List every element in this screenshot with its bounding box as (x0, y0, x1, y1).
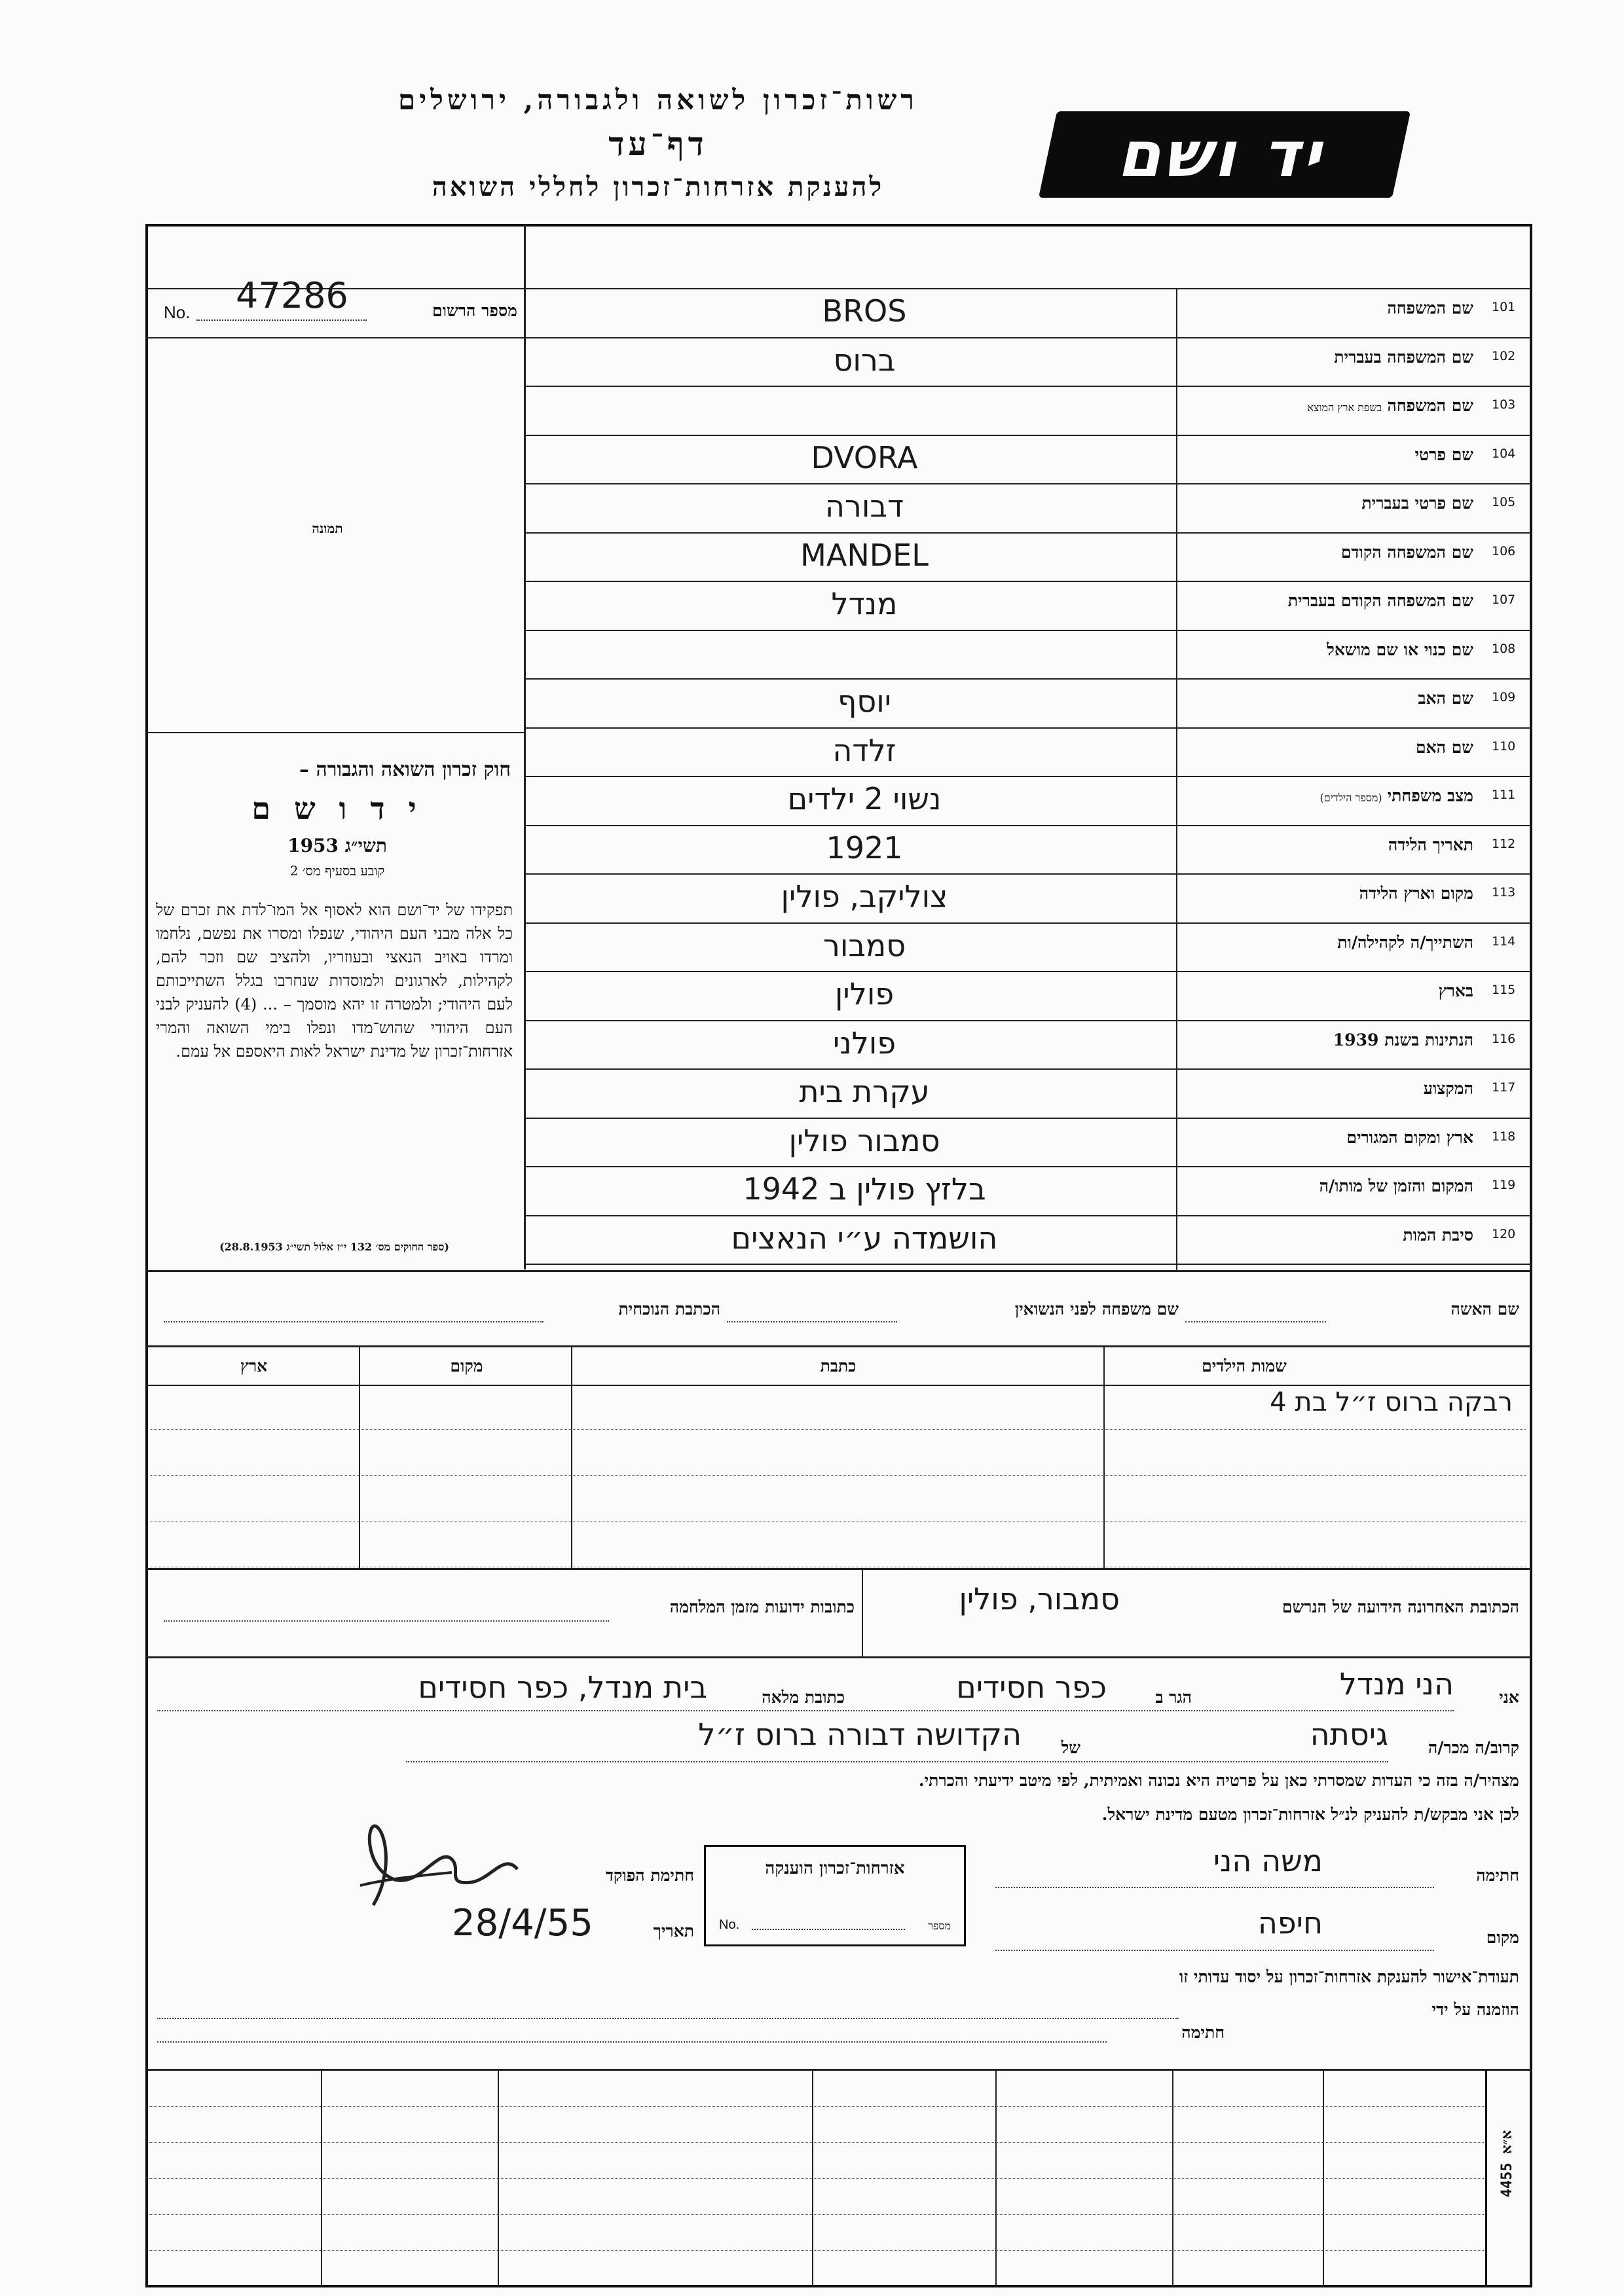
field-value: זלדה (832, 732, 896, 768)
witness-full-address-label: כתובת מלאה (762, 1688, 845, 1707)
witness-ani-label: אני (1499, 1688, 1519, 1707)
wartime-address-label: כתובות ידועות מזמן המלחמה (669, 1597, 855, 1616)
field-label-text: שם פרטי (1414, 445, 1473, 464)
photo-label: תמונה (312, 520, 343, 536)
field-label (1185, 884, 1473, 903)
witness-signature: משה הני (1213, 1843, 1323, 1878)
field-label (1185, 1128, 1473, 1148)
spouse-address-label: הכתבת הנוכחית (618, 1300, 720, 1319)
field-value: עקרת בית (799, 1074, 930, 1109)
stamp-box-no-label: No. (719, 1918, 740, 1932)
stamp-box-title: אזרחות־זכרון הוענקה (765, 1859, 905, 1878)
witness-resides-label: הגר ב (1155, 1688, 1192, 1707)
field-number: 103 (1492, 397, 1516, 412)
field-number: 105 (1492, 495, 1516, 509)
field-label-text: מקום וארץ הלידה (1359, 884, 1473, 903)
field-number: 108 (1492, 641, 1516, 656)
spouse-label: שם האשה (1450, 1300, 1519, 1319)
stamp-box-number-label: מספר (928, 1920, 951, 1932)
field-label-text: השתייך/ה לקהילה/ות (1337, 932, 1473, 952)
field-value: MANDEL (800, 537, 929, 573)
witness-request: לכן אני מבקש/ת להעניק לנ״ל אזרחות־זכרון מטעם מדינת ישראל. (1101, 1805, 1519, 1824)
field-number: 117 (1492, 1080, 1516, 1095)
field-number: 109 (1492, 690, 1516, 704)
child-cell: רבקה ברוס ז״ל בת 4 (1270, 1387, 1513, 1417)
law-year: תשי״ג 1953 (287, 835, 387, 856)
law-citation: (ספר החוקים מס׳ 132 י״ז אלול תשי״ג 28.8.1953) (219, 1241, 449, 1253)
witness-full-address: בית מנדל, כפר חסידים (418, 1669, 707, 1705)
logo-text: יד ושם (1113, 118, 1336, 191)
field-label (1185, 1176, 1473, 1196)
field-value: פולני (832, 1025, 896, 1061)
field-number: 107 (1492, 592, 1516, 607)
field-value: צוליקב, פולין (781, 879, 948, 914)
field-number: 116 (1492, 1031, 1516, 1046)
field-label-note: (מספר הילדים) (1320, 792, 1382, 804)
field-label (1185, 786, 1473, 806)
field-label (1185, 835, 1473, 855)
witness-residence: כפר חסידים (956, 1669, 1107, 1705)
certificate-line2: הוזמנה על ידי (1431, 2000, 1519, 2019)
witness-of-label: של (1061, 1738, 1080, 1757)
registration-no-label: No. (164, 302, 191, 322)
field-label (1185, 543, 1473, 562)
law-title: חוק זכרון השואה והגבורה – (299, 758, 511, 781)
field-label (1185, 1079, 1473, 1099)
field-number: 115 (1492, 983, 1516, 997)
field-label (1185, 299, 1473, 318)
field-number: 104 (1492, 446, 1516, 461)
field-label-text: תאריך הלידה (1388, 835, 1473, 854)
law-name: י ד ו ש ם (251, 791, 423, 826)
field-label-text: שם האב (1418, 689, 1473, 708)
children-header-place: מקום (450, 1357, 483, 1376)
field-value: נשוי 2 ילדים (787, 781, 942, 816)
field-label (1185, 396, 1473, 416)
children-header-address: כתבת (820, 1357, 857, 1376)
field-label (1185, 445, 1473, 465)
authority-title: רשות־זכרון לשואה ולגבורה, ירושלים (398, 84, 918, 116)
field-label (1185, 348, 1473, 367)
certificate-signature-label: חתימה (1181, 2023, 1225, 2042)
certificate-line1: תעודת־אישור להענקת אזרחות־זכרון על יסוד עדותי זו (1179, 1967, 1519, 1986)
field-value: 1921 (826, 829, 903, 866)
field-value: BROS (822, 293, 907, 329)
field-value: סמבור (822, 927, 906, 963)
official-date-label: תאריך (653, 1922, 694, 1941)
citizenship-stamp-box (704, 1845, 966, 1946)
form-subtitle: להענקת אזרחות־זכרון לחללי השואה (432, 172, 885, 202)
field-value: דבורה (824, 488, 904, 524)
field-number: 110 (1492, 738, 1516, 754)
field-label-text: סיבת המות (1403, 1225, 1473, 1245)
side-code-strip (1485, 2070, 1530, 2285)
field-label (1185, 981, 1473, 1001)
official-signature-label: חתימת הפוקד (605, 1866, 694, 1885)
field-label-text: הנתינות בשנת 1939 (1333, 1030, 1473, 1049)
field-label-text: ארץ ומקום המגורים (1346, 1127, 1473, 1147)
field-label-text: שם האם (1415, 737, 1473, 757)
field-value: DVORA (811, 439, 918, 475)
witness-relation-label: קרוב/ה מכר/ה (1428, 1738, 1519, 1757)
field-label (1185, 738, 1473, 757)
field-label-text: המקום והזמן של מותו/ה (1319, 1176, 1473, 1195)
field-label (1185, 1226, 1473, 1245)
field-value: בלזץ פולין ב 1942 (743, 1171, 986, 1207)
field-number: 102 (1492, 348, 1516, 363)
last-address-label: הכתובת האחרונה הידועה של הנרשם (1282, 1597, 1519, 1616)
field-number: 114 (1492, 934, 1516, 949)
field-label (1185, 1030, 1473, 1050)
witness-deceased: הקדושה דבורה ברוס ז״ל (698, 1717, 1022, 1752)
field-number: 118 (1492, 1129, 1516, 1144)
field-number: 119 (1492, 1178, 1516, 1192)
official-date: 28/4/55 (452, 1902, 593, 1944)
registration-number: 47286 (236, 275, 348, 316)
field-label-text: שם המשפחה (1387, 396, 1473, 415)
yad-vashem-logo (1039, 111, 1411, 198)
field-number: 101 (1492, 300, 1516, 314)
registration-dots (196, 319, 367, 321)
field-label-text: שם המשפחה הקודם (1340, 542, 1473, 562)
side-code: א״א 4455 (1499, 2130, 1515, 2198)
spouse-maiden-label: שם משפחה לפני הנשואין (1014, 1300, 1179, 1319)
field-label (1185, 494, 1473, 513)
witness-name: הני מנדל (1339, 1666, 1454, 1702)
field-label-text: מצב משפחתי (1387, 786, 1473, 805)
field-label-text: המקצוע (1423, 1079, 1473, 1098)
field-label (1185, 591, 1473, 611)
field-value: ברוס (833, 342, 896, 378)
field-label-note: בשפת ארץ המוצא (1307, 401, 1382, 414)
field-value: פולין (834, 976, 895, 1011)
field-label (1185, 933, 1473, 953)
field-label (1185, 689, 1473, 708)
field-label-text: שם המשפחה בעברית (1334, 347, 1473, 367)
witness-signature-label: חתימה (1476, 1866, 1519, 1885)
field-label-text: שם פרטי בעברית (1361, 494, 1473, 513)
field-number: 112 (1492, 836, 1516, 851)
children-header-names: שמות הילדים (1202, 1357, 1287, 1376)
field-number: 111 (1492, 788, 1516, 802)
field-value: סמבור פולין (788, 1122, 940, 1158)
field-value: הושמדה ע״י הנאצים (731, 1220, 998, 1256)
field-value: מנדל (831, 586, 898, 621)
field-number: 113 (1492, 885, 1516, 900)
law-text: תפקידו של יד־ושם הוא לאסוף אל המו־לדת את זכרם של כל אלה מבני העם היהודי, שנפלו ומסרו את נפשם, נלחמו ומרדו באויב הנאצי ובעוזריו, ולהציב שם וזכר להם, לקהילות, לארגונים ולמוסדות שנחרבו בגלל השתייכותם לעם היהודי; ולמטרה זו יהא מוסמך – ... (4) להעניק לבני העם היהודי שהוש־מדו ונפלו בימי השואה והמרי אזרחות־זכרון של מדינת ישראל לאות היאספם אל עמם. (156, 901, 513, 1061)
form-name: דף־עד (608, 124, 708, 163)
field-number: 106 (1492, 543, 1516, 558)
witness-relation: גיסתה (1310, 1717, 1388, 1752)
field-label-text: שם המשפחה (1387, 299, 1473, 318)
field-value: יוסף (837, 683, 892, 719)
field-label-text: שם כנוי או שם מושאל (1327, 640, 1473, 659)
field-label (1185, 640, 1473, 660)
field-label-text: שם המשפחה הקודם בעברית (1287, 591, 1473, 610)
children-header-country: ארץ (240, 1357, 268, 1376)
field-number: 120 (1492, 1226, 1516, 1241)
law-clause: קובע בסעיף מס׳ 2 (289, 863, 385, 879)
field-label-text: בארץ (1438, 981, 1473, 1000)
witness-declaration: מצהיר/ה בזה כי העדות שמסרתי כאן על פרטיה היא נכונה ואמיתית, לפי מיטב ידיעתי והכרתי. (918, 1771, 1519, 1790)
place-value: חיפה (1257, 1905, 1323, 1941)
registration-label: מספר הרשום (432, 301, 517, 320)
last-address-value: סמבור, פולין (959, 1581, 1120, 1616)
place-label: מקום (1486, 1928, 1519, 1947)
